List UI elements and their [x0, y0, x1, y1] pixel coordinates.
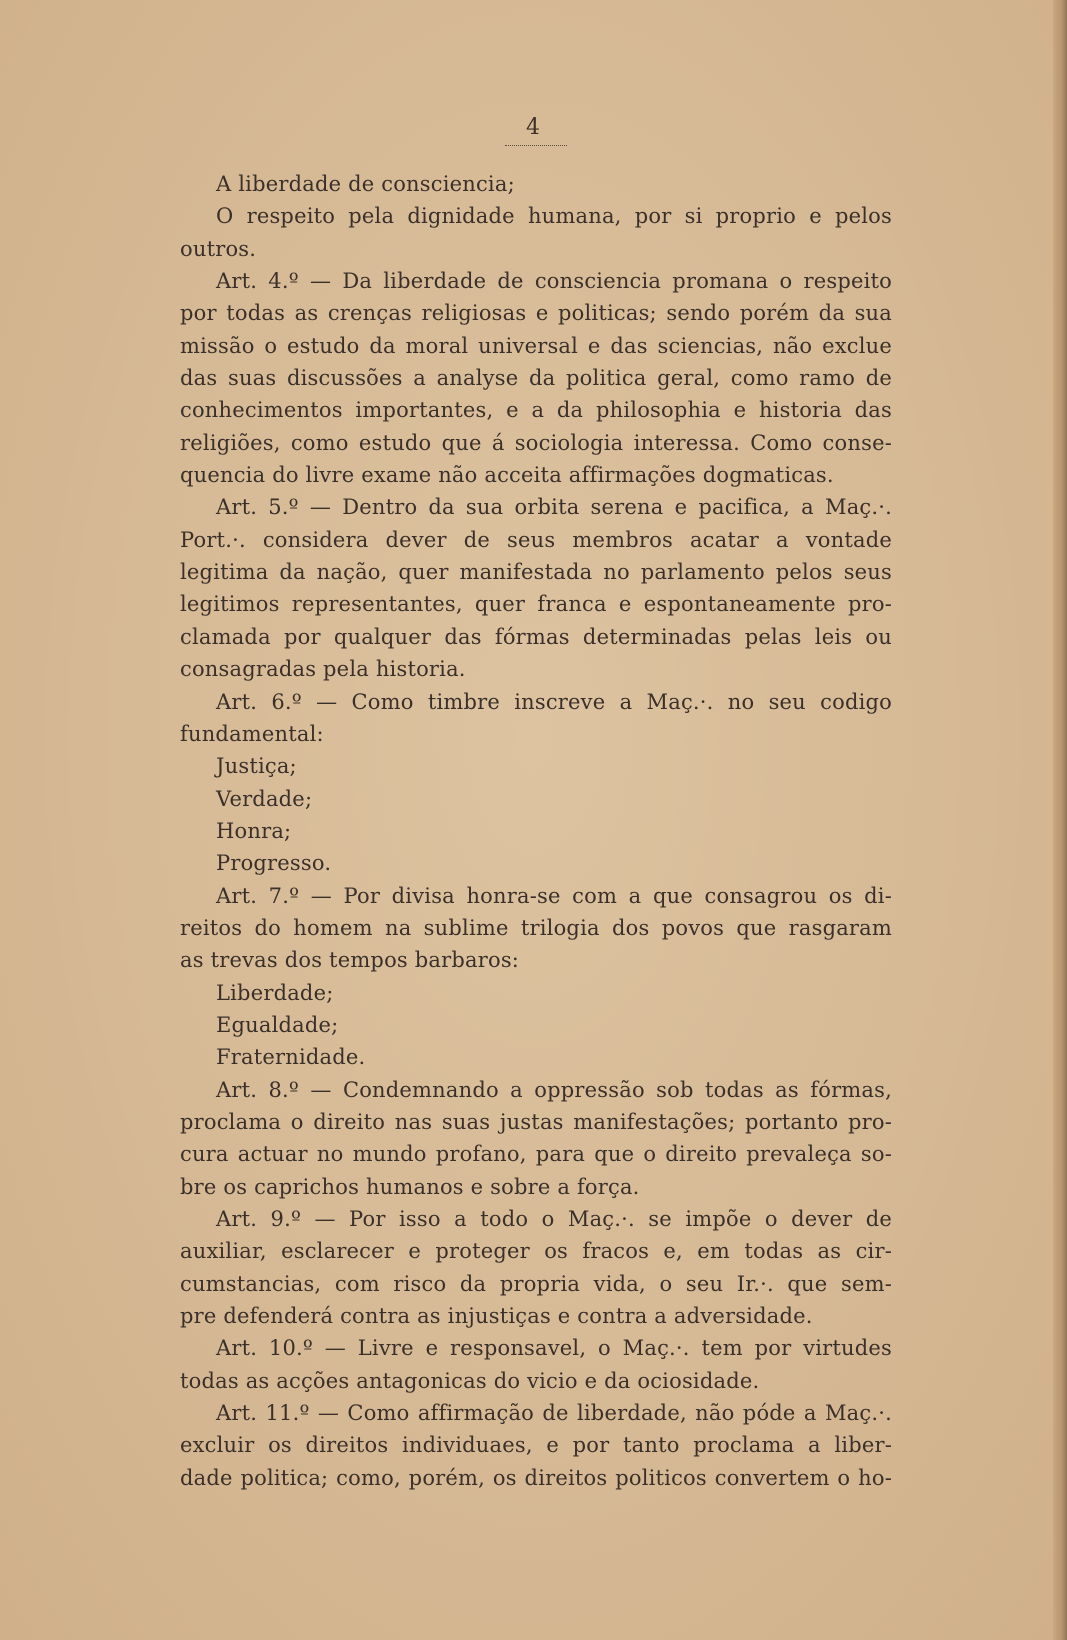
text-line: Art. 7.º — Por divisa honra-se com a que consagrou os di- — [216, 883, 892, 908]
text-line: Art. 9.º — Por isso a todo o Maç.·. se impõe o dever de — [216, 1207, 892, 1231]
text-line: missão o estudo da moral universal e das sciencias, não exclue — [180, 333, 892, 358]
text-line: Liberdade; — [216, 980, 334, 1005]
text-line: Art. 5.º — Dentro da sua orbita serena e pacifica, a Maç.·. — [216, 495, 892, 520]
text-line: legitimos representantes, quer franca e espontaneamente pro- — [180, 592, 892, 617]
text-line: Port.·. considera dever de seus membros acatar a vontade — [180, 527, 892, 552]
text-line: Art. 11.º — Como affirmação de liberdade, não póde a Maç.·. — [216, 1401, 892, 1426]
text-line: Art. 4.º — Da liberdade de consciencia promana o respeito — [216, 269, 892, 294]
text-line: auxiliar, esclarecer e proteger os fracos e, em todas as cir- — [180, 1239, 892, 1264]
body-text — [180, 168, 892, 1494]
text-line: legitima da nação, quer manifestada no parlamento pelos seus — [180, 560, 892, 585]
text-line: das suas discussões a analyse da politica geral, como ramo de — [180, 366, 892, 391]
text-line: religiões, como estudo que á sociologia interessa. Como conse- — [180, 430, 892, 455]
text-line: Art. 10.º — Livre e responsavel, o Maç.·. tem por virtudes — [216, 1336, 892, 1361]
text-line: Art. 8.º — Condemnando a oppressão sob todas as fórmas, — [216, 1077, 892, 1102]
text-line: Egualdade; — [216, 1012, 339, 1037]
text-line: pre defenderá contra as injustiças e contra a adversidade. — [180, 1304, 813, 1329]
text-line: Honra; — [216, 818, 292, 843]
text-line: reitos do homem na sublime trilogia dos povos que rasgaram — [180, 915, 892, 940]
text-line: todas as acções antagonicas do vicio e da ociosidade. — [180, 1368, 760, 1393]
text-line: cura actuar no mundo profano, para que o direito prevaleça so- — [180, 1142, 892, 1167]
text-line: clamada por qualquer das fórmas determinadas pelas leis ou — [180, 624, 892, 649]
page-number-rule — [505, 145, 567, 146]
text-line: cumstancias, com risco da propria vida, o seu Ir.·. que sem- — [180, 1271, 892, 1296]
text-line: A liberdade de consciencia; — [216, 172, 515, 196]
text-line: Fraternidade. — [216, 1045, 366, 1070]
text-line: Art. 6.º — Como timbre inscreve a Maç.·. no seu codigo — [216, 689, 892, 714]
text-line: Justiça; — [216, 754, 297, 779]
text-line: bre os caprichos humanos e sobre a força. — [180, 1174, 640, 1199]
text-line: proclama o direito nas suas justas manifestações; portanto pro- — [180, 1109, 892, 1134]
text-line: Progresso. — [216, 851, 332, 876]
text-line: Verdade; — [216, 786, 313, 811]
text-line: quencia do livre exame não acceita affirmações dogmaticas. — [180, 463, 834, 488]
page-edge — [1053, 0, 1067, 1640]
text-line: conhecimentos importantes, e a da philosophia e historia das — [180, 398, 892, 423]
text-line: dade politica; como, porém, os direitos politicos convertem o ho- — [180, 1465, 892, 1490]
text-line: outros. — [180, 236, 257, 261]
page-number: 4 — [526, 115, 540, 140]
text-line: O respeito pela dignidade humana, por si proprio e pelos — [216, 204, 892, 229]
text-line: as trevas dos tempos barbaros: — [180, 948, 520, 973]
text-line: por todas as crenças religiosas e politicas; sendo porém da sua — [180, 301, 892, 326]
text-line: fundamental: — [180, 721, 324, 746]
text-line: excluir os direitos individuaes, e por tanto proclama a liber- — [180, 1433, 892, 1458]
text-line: consagradas pela historia. — [180, 657, 466, 682]
